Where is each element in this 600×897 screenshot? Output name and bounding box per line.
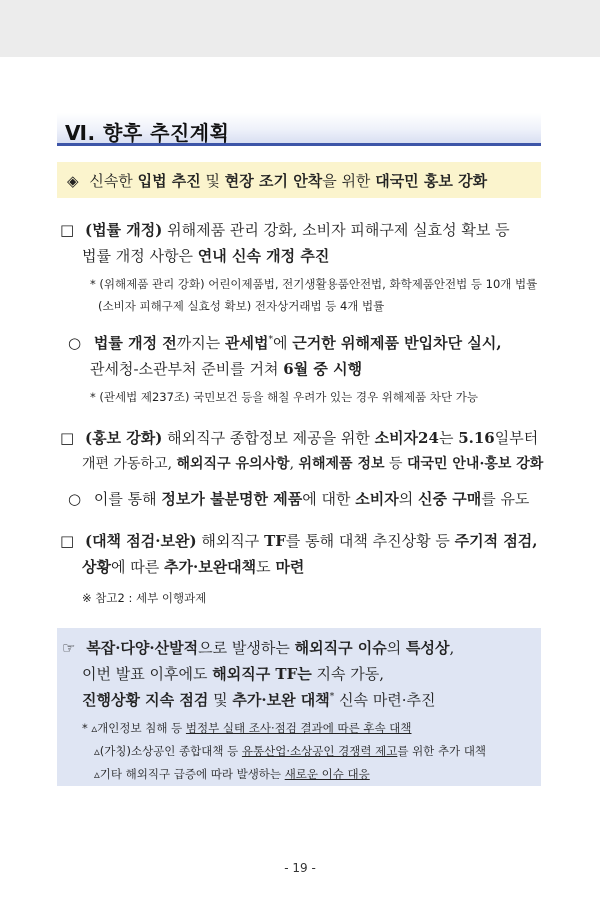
square-bullet-icon: □ xyxy=(60,532,75,550)
sec1-sub-line1: ○ 법률 개정 전까지는 관세법*에 근거한 위해제품 반입차단 실시, xyxy=(68,334,502,352)
circle-bullet-icon: ○ xyxy=(68,490,82,508)
box-line1: ☞ 복잡·다양·산발적으로 발생하는 해외직구 이슈의 특성상, xyxy=(62,639,455,657)
diamond-bullet-icon: ◈ xyxy=(67,172,79,190)
summary-text: ◈ 신속한 입법 추진 및 현장 조기 안착을 위한 대국민 홍보 강화 xyxy=(67,172,488,190)
box-note2: ▵(가칭)소상공인 종합대책 등 유통산업·소상공인 경쟁력 제고를 위한 추가 대책 xyxy=(94,744,487,758)
box-line3: 진행상황 지속 점검 및 추가·보완 대책* 신속 마련·추진 xyxy=(82,691,436,709)
sec1-note1: * (위해제품 관리 강화) 어린이제품법, 전기생활용품안전법, 화학제품안전법 등 10개 법률 xyxy=(90,277,538,291)
sec3-line1: □ (대책 점검·보완) 해외직구 TF를 통해 대책 추진상황 등 주기적 점검, xyxy=(60,532,538,550)
top-bar xyxy=(0,0,600,57)
box-note3: ▵기타 해외직구 급증에 따라 발생하는 새로운 이슈 대응 xyxy=(94,767,370,781)
box-line2: 이번 발표 이후에도 해외직구 TF는 지속 가동, xyxy=(82,665,384,683)
sec1-sub-note: * (관세법 제237조) 국민보건 등을 해칠 우려가 있는 경우 위해제품 차단 가능 xyxy=(90,390,478,404)
box-note1: * ▵개인정보 침해 등 범정부 실태 조사·점검 결과에 따른 후속 대책 xyxy=(82,721,412,735)
sec2-sub-line: ○ 이를 통해 정보가 불분명한 제품에 대한 소비자의 신중 구매를 유도 xyxy=(68,490,530,508)
square-bullet-icon: □ xyxy=(60,221,75,239)
sec3-line2: 상황에 따른 추가·보완대책도 마련 xyxy=(82,558,305,576)
square-bullet-icon: □ xyxy=(60,429,75,447)
section-heading xyxy=(57,113,541,146)
sec1-sub-line2: 관세청-소관부처 준비를 거쳐 6월 중 시행 xyxy=(90,360,363,378)
sec2-line2: 개편 가동하고, 해외직구 유의사항, 위해제품 정보 등 대국민 안내·홍보 강화 xyxy=(82,456,544,472)
summary-banner xyxy=(57,162,541,198)
sec2-line1: □ (홍보 강화) 해외직구 종합정보 제공을 위한 소비자24는 5.16일부터 xyxy=(60,429,539,447)
page-number: - 19 - xyxy=(284,861,316,875)
circle-bullet-icon: ○ xyxy=(68,334,82,352)
pointing-hand-icon: ☞ xyxy=(62,639,76,657)
sec1-line2: 법률 개정 사항은 연내 신속 개정 추진 xyxy=(82,247,330,265)
sec3-reference: ※ 참고2 : 세부 이행과제 xyxy=(82,591,207,605)
sec1-note2: (소비자 피해구제 실효성 확보) 전자상거래법 등 4개 법률 xyxy=(98,299,385,313)
sec1-line1: □ (법률 개정) 위해제품 관리 강화, 소비자 피해구제 실효성 확보 등 xyxy=(60,221,510,239)
heading-title: Ⅵ. 향후 추진계획 xyxy=(65,121,230,145)
